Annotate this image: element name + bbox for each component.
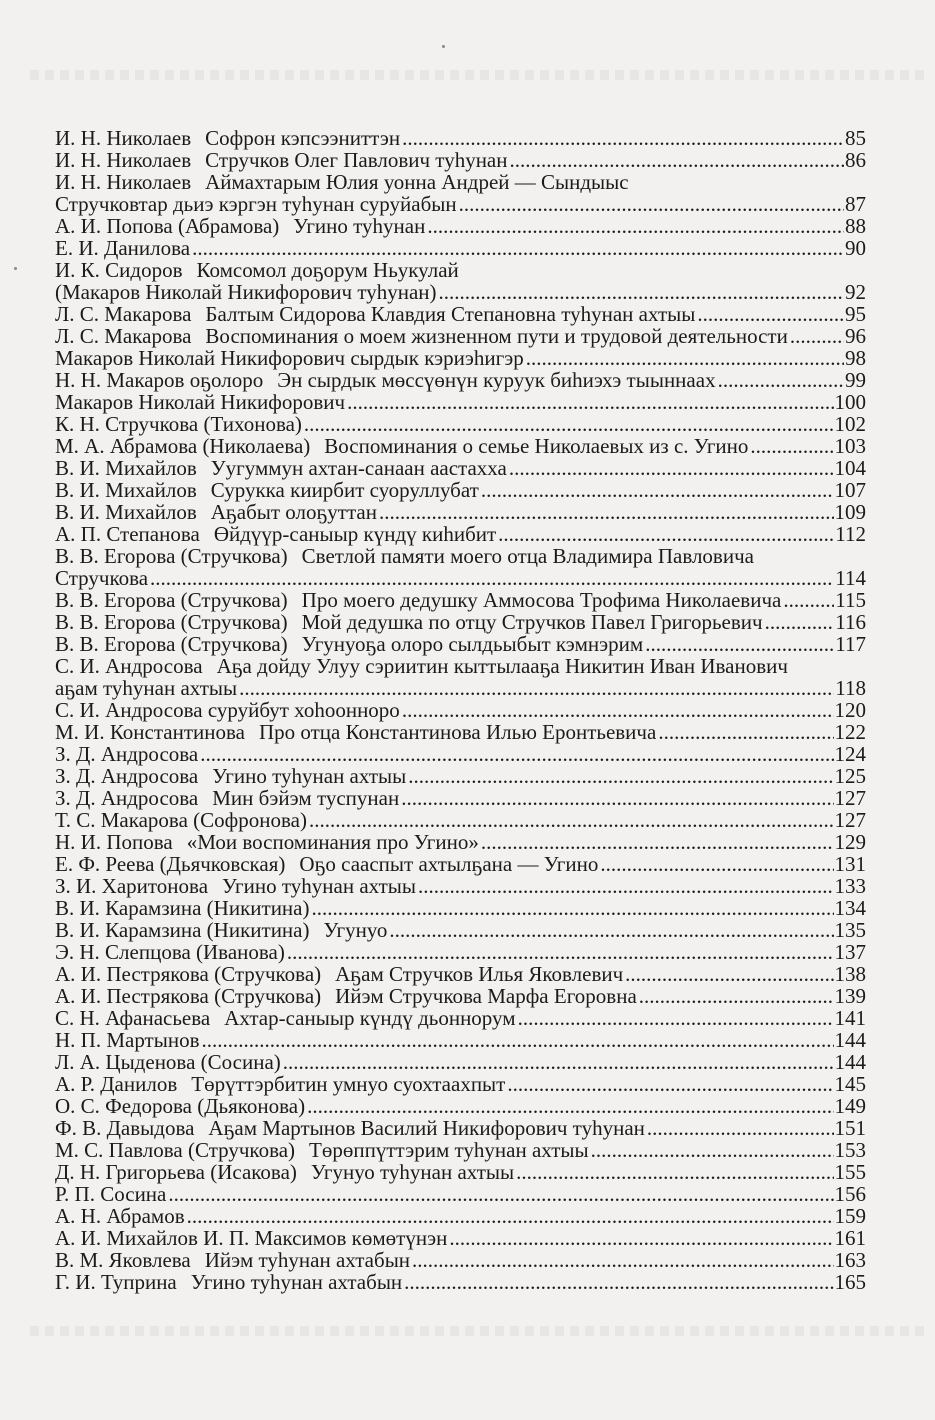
toc-entry [55, 523, 866, 545]
toc-line [55, 1073, 866, 1095]
entry-title: Угунуо [323, 918, 388, 942]
entry-author: Г. И. Туприна [55, 1270, 177, 1294]
toc-list [55, 127, 866, 1293]
dot-leader [765, 611, 835, 633]
dot-leader [287, 941, 834, 963]
toc-line [55, 523, 866, 545]
entry-author: С. И. Андросова [55, 654, 203, 678]
entry-author: И. К. Сидоров [55, 258, 183, 282]
page-number: 114 [835, 566, 866, 590]
entry-author: А. Р. Данилов [55, 1072, 178, 1096]
toc-entry [55, 721, 866, 743]
entry-title: «Мои воспоминания про Угино» [186, 830, 479, 854]
toc-entry [55, 853, 866, 875]
entry-title-continuation: Стручковтар дьиэ кэргэн туһунан суруйабын [55, 192, 457, 216]
dot-leader [200, 743, 833, 765]
toc-line [55, 787, 866, 809]
toc-entry [55, 633, 866, 655]
page-number: 165 [834, 1270, 866, 1294]
page-number: 98 [845, 346, 866, 370]
toc-line [55, 237, 866, 259]
toc-line [55, 677, 866, 699]
entry-author: И. Н. Николаев [55, 170, 192, 194]
toc-line [55, 369, 866, 391]
entry-author: Н. Н. Макаров оҕолоро [55, 368, 264, 392]
entry-title: Комсомол доҕорум Ньукулай [196, 258, 459, 282]
toc-line [55, 985, 866, 1007]
page-number: 118 [835, 676, 866, 700]
entry-author: В. В. Егорова (Стручкова) [55, 544, 288, 568]
page-number: 141 [834, 1006, 866, 1030]
toc-line [55, 567, 866, 589]
entry-author: З. Д. Андросова [55, 786, 199, 810]
page-number: 135 [834, 918, 866, 942]
toc-entry [55, 1249, 866, 1271]
dot-leader [516, 1161, 833, 1183]
page-number: 161 [834, 1226, 866, 1250]
entry-author: С. Н. Афанасьева [55, 1006, 211, 1030]
toc-line [55, 1227, 866, 1249]
dot-leader [408, 765, 833, 787]
page-number: 122 [834, 720, 866, 744]
entry-title: Төрүттэрбитин умнуо суохтаахпыт [191, 1072, 506, 1096]
toc-line [55, 809, 866, 831]
entry-author: А. П. Степанова [55, 522, 200, 546]
entry-author: И. Н. Николаев [55, 148, 192, 172]
entry-author: В. И. Карамзина (Никитина) [55, 918, 310, 942]
entry-title: Аймахтарым Юлия уонна Андрей — Сындыыс [205, 170, 629, 194]
entry-author: В. В. Егорова (Стручкова) [55, 632, 288, 656]
dot-leader [750, 435, 833, 457]
toc-entry [55, 325, 866, 347]
page-number: 92 [845, 280, 866, 304]
toc-entry [55, 743, 866, 765]
entry-title: Мой дедушка по отцу Стручков Павел Григорьевич [301, 610, 763, 634]
entry-author: В. И. Карамзина (Никитина) [55, 896, 310, 920]
toc-line [55, 1139, 866, 1161]
entry-author: Л. С. Макарова [55, 302, 192, 326]
entry-title: Аҕабыт олоҕуттан [210, 500, 377, 524]
dot-leader [309, 809, 834, 831]
toc-line [55, 1271, 866, 1293]
page-number: 156 [834, 1182, 866, 1206]
toc-entry [55, 1007, 866, 1029]
page-number: 102 [834, 412, 866, 436]
entry-title: Воспоминания о моем жизненном пути и трудовой деятельности [205, 324, 788, 348]
page-number: 85 [845, 126, 866, 150]
toc-line [55, 655, 866, 677]
dot-leader [307, 1095, 833, 1117]
entry-title: Мин бэйэм туспунан [212, 786, 400, 810]
toc-line [55, 215, 866, 237]
page-number: 134 [834, 896, 866, 920]
dot-leader [697, 303, 844, 325]
bleed-through-ornament-top [30, 70, 927, 80]
page-number: 87 [845, 192, 866, 216]
dot-leader [498, 523, 834, 545]
page-number: 163 [834, 1248, 866, 1272]
entry-title: Угунуо туһунан ахтыы [310, 1160, 515, 1184]
toc-line [55, 919, 866, 941]
toc-line [55, 413, 866, 435]
entry-author: А. И. Пестрякова (Стручкова) [55, 962, 322, 986]
entry-title: Уугуммун ахтан-санаан аастахха [210, 456, 507, 480]
entry-author: В. В. Егорова (Стручкова) [55, 610, 288, 634]
page-number: 120 [834, 698, 866, 722]
dot-leader [404, 1271, 833, 1293]
dot-leader [518, 1007, 834, 1029]
toc-line [55, 193, 866, 215]
entry-title: Угино туһунан ахтыы [212, 764, 407, 788]
entry-author: Е. Ф. Реева (Дьячковская) [55, 852, 286, 876]
page-number: 133 [834, 874, 866, 898]
toc-entry [55, 655, 866, 699]
toc-line [55, 831, 866, 853]
dot-leader [239, 677, 834, 699]
toc-line [55, 149, 866, 171]
toc-line [55, 457, 866, 479]
dot-leader [283, 1051, 834, 1073]
toc-line [55, 853, 866, 875]
page-number: 95 [845, 302, 866, 326]
dot-leader [311, 897, 833, 919]
toc-entry [55, 1095, 866, 1117]
toc-entry [55, 435, 866, 457]
page-number: 104 [834, 456, 866, 480]
entry-author: И. Н. Николаев [55, 126, 192, 150]
entry-author: М. С. Павлова (Стручкова) [55, 1138, 296, 1162]
entry-title: Угино туһунан [293, 214, 426, 238]
entry-author: В. М. Яковлева [55, 1248, 191, 1272]
toc-entry [55, 413, 866, 435]
page-number: 116 [835, 610, 866, 634]
entry-title: Угунуоҕа олоро сылдьыбыт кэмнэрим [301, 632, 644, 656]
toc-line [55, 127, 866, 149]
dot-leader [591, 1139, 834, 1161]
page-number: 144 [834, 1028, 866, 1052]
toc-line [55, 963, 866, 985]
page-number: 86 [845, 148, 866, 172]
toc-line [55, 699, 866, 721]
entry-author: В. И. Михайлов [55, 456, 197, 480]
entry-title: Балтым Сидорова Клавдия Степановна туһунан ахтыы [205, 302, 696, 326]
entry-author: К. Н. Стручкова (Тихонова) [55, 412, 302, 436]
dot-leader [202, 1029, 834, 1051]
toc-line [55, 875, 866, 897]
toc-entry [55, 699, 866, 721]
entry-author: В. И. Михайлов [55, 478, 197, 502]
toc-line [55, 1117, 866, 1139]
dot-leader [507, 1073, 833, 1095]
entry-author: А. И. Попова (Абрамова) [55, 214, 280, 238]
entry-title: Ийэм туһунан ахтабын [204, 1248, 411, 1272]
dot-leader [449, 1227, 833, 1249]
page-number: 129 [834, 830, 866, 854]
toc-entry [55, 1073, 866, 1095]
entry-title: Аҕам Стручков Илья Яковлевич [335, 962, 624, 986]
entry-title: Светлой памяти моего отца Владимира Павловича [301, 544, 754, 568]
toc-entry [55, 985, 866, 1007]
toc-entry [55, 1139, 866, 1161]
toc-line [55, 1029, 866, 1051]
entry-title: Эн сырдык мөссүөнүн куруук биһиэхэ тыыннаах [277, 368, 716, 392]
entry-text: Макаров Николай Никифорович сырдык кэриэһигэр [55, 346, 524, 370]
toc-entry [55, 127, 866, 149]
page-number: 137 [834, 940, 866, 964]
toc-entry [55, 237, 866, 259]
entry-title: Воспоминания о семье Николаевых из с. Угино [324, 434, 749, 458]
entry-author: О. С. Федорова (Дьяконова) [55, 1094, 306, 1118]
entry-author: М. И. Константинова [55, 720, 245, 744]
toc-entry [55, 831, 866, 853]
toc-entry [55, 1183, 866, 1205]
page-number: 155 [834, 1160, 866, 1184]
toc-line [55, 941, 866, 963]
dot-leader [402, 699, 834, 721]
toc-entry [55, 149, 866, 171]
page-number: 90 [845, 236, 866, 260]
page-number: 124 [834, 742, 866, 766]
entry-text: С. И. Андросова суруйбут хоһоонноро [55, 698, 400, 722]
toc-entry [55, 259, 866, 303]
page-number: 99 [845, 368, 866, 392]
dot-leader [783, 589, 834, 611]
page-number: 109 [834, 500, 866, 524]
toc-entry [55, 1271, 866, 1293]
entry-title-continuation: Стручкова [55, 566, 149, 590]
entry-author: М. А. Абрамова (Николаева) [55, 434, 311, 458]
dot-leader [150, 567, 834, 589]
entry-author: З. Д. Андросова [55, 742, 199, 766]
toc-entry [55, 1205, 866, 1227]
entry-author: В. И. Михайлов [55, 500, 197, 524]
page-number: 117 [835, 632, 866, 656]
bleed-through-ornament-bottom [30, 1326, 927, 1336]
dot-leader [168, 1183, 833, 1205]
toc-line [55, 1051, 866, 1073]
toc-line [55, 721, 866, 743]
dot-leader [647, 1117, 834, 1139]
toc-entry [55, 1227, 866, 1249]
page-number: 127 [834, 786, 866, 810]
toc-line [55, 1161, 866, 1183]
dot-leader [304, 413, 834, 435]
entry-author: В. В. Егорова (Стручкова) [55, 588, 288, 612]
dot-leader [509, 457, 834, 479]
entry-author: З. И. Харитонова [55, 874, 209, 898]
entry-author: Л. С. Макарова [55, 324, 192, 348]
dot-leader [526, 347, 844, 369]
entry-title-continuation: (Макаров Николай Никифорович туһунан) [55, 280, 437, 304]
toc-entry [55, 589, 866, 611]
dot-leader [481, 479, 834, 501]
entry-title: Софрон кэпсээниттэн [205, 126, 401, 150]
toc-entry [55, 787, 866, 809]
toc-entry [55, 391, 866, 413]
page-number: 88 [845, 214, 866, 238]
toc-entry [55, 1029, 866, 1051]
page-number: 151 [834, 1116, 866, 1140]
toc-line [55, 1183, 866, 1205]
toc-line [55, 589, 866, 611]
toc-entry [55, 941, 866, 963]
dot-leader [418, 875, 833, 897]
toc-line [55, 171, 866, 193]
entry-author: З. Д. Андросова [55, 764, 199, 788]
dot-leader [427, 215, 844, 237]
toc-line [55, 1249, 866, 1271]
toc-entry [55, 303, 866, 325]
dot-leader [187, 1205, 834, 1227]
entry-title: Ийэм Стручкова Марфа Егоровна [335, 984, 637, 1008]
page-number: 153 [834, 1138, 866, 1162]
dot-leader [389, 919, 833, 941]
dot-leader [459, 193, 844, 215]
toc-entry [55, 501, 866, 523]
dot-leader [639, 985, 834, 1007]
page-number: 159 [834, 1204, 866, 1228]
page-number: 139 [834, 984, 866, 1008]
entry-author: А. Н. Абрамов [55, 1204, 185, 1228]
page-number: 125 [834, 764, 866, 788]
toc-line [55, 897, 866, 919]
entry-text: А. И. Михайлов И. П. Максимов көмөтүнэн [55, 1226, 448, 1250]
toc-line [55, 479, 866, 501]
entry-author: А. И. Пестрякова (Стручкова) [55, 984, 322, 1008]
entry-author: Т. С. Макарова (Софронова) [55, 808, 307, 832]
toc-entry [55, 347, 866, 369]
toc-line [55, 765, 866, 787]
page-number: 112 [835, 522, 866, 546]
toc-entry [55, 1161, 866, 1183]
toc-line [55, 1007, 866, 1029]
entry-author: Д. Н. Григорьева (Исакова) [55, 1160, 297, 1184]
page-number: 107 [834, 478, 866, 502]
entry-title: Стручков Олег Павлович туһунан [205, 148, 508, 172]
page-number: 96 [845, 324, 866, 348]
entry-title-continuation: аҕам туһунан ахтыы [55, 676, 238, 700]
page-number: 144 [834, 1050, 866, 1074]
toc-line [55, 611, 866, 633]
entry-title: Аҕа дойду Улуу сэриитин кыттылааҕа Никитин Иван Иванович [216, 654, 788, 678]
page-number: 127 [834, 808, 866, 832]
entry-title: Ахтар-саныыр күндү дьоннорум [224, 1006, 516, 1030]
scan-speck [442, 45, 445, 48]
dot-leader [510, 149, 845, 171]
entry-author: Ф. В. Давыдова [55, 1116, 195, 1140]
toc-entry [55, 479, 866, 501]
dot-leader [481, 831, 834, 853]
toc-entry [55, 611, 866, 633]
toc-line [55, 391, 866, 413]
dot-leader [439, 281, 844, 303]
toc-line [55, 501, 866, 523]
dot-leader [600, 853, 833, 875]
dot-leader [401, 787, 833, 809]
toc-entry [55, 545, 866, 589]
page-number: 103 [834, 434, 866, 458]
toc-entry [55, 897, 866, 919]
dot-leader [402, 127, 844, 149]
entry-author: Н. П. Мартынов [55, 1028, 200, 1052]
dot-leader [412, 1249, 833, 1271]
toc-entry [55, 171, 866, 215]
dot-leader [625, 963, 833, 985]
toc-line [55, 259, 866, 281]
dot-leader [658, 721, 833, 743]
entry-author: Р. П. Сосина [55, 1182, 167, 1206]
toc-entry [55, 215, 866, 237]
toc-entry [55, 875, 866, 897]
entry-author: Е. И. Данилова [55, 236, 191, 260]
page-number: 100 [834, 390, 866, 414]
page-number: 145 [834, 1072, 866, 1096]
entry-text: Макаров Николай Никифорович [55, 390, 346, 414]
toc-line [55, 633, 866, 655]
dot-leader [347, 391, 833, 413]
toc-line [55, 1095, 866, 1117]
toc-line [55, 1205, 866, 1227]
page-number: 138 [834, 962, 866, 986]
entry-author: Э. Н. Слепцова (Иванова) [55, 940, 285, 964]
entry-title: Угино туһунан ахтабын [190, 1270, 403, 1294]
toc-line [55, 325, 866, 347]
toc-entry [55, 1117, 866, 1139]
toc-entry [55, 765, 866, 787]
dot-leader [379, 501, 834, 523]
entry-title: Сурукка киирбит суоруллубат [210, 478, 479, 502]
dot-leader [718, 369, 844, 391]
toc-line [55, 435, 866, 457]
entry-title: Про моего дедушку Аммосова Трофима Николаевича [301, 588, 782, 612]
toc-entry [55, 1051, 866, 1073]
entry-title: Оҕо сааспыт ахтылҕана — Угино [299, 852, 599, 876]
dot-leader [790, 325, 844, 347]
page-number: 131 [834, 852, 866, 876]
page-number: 115 [835, 588, 866, 612]
scan-speck [14, 267, 17, 270]
toc-line [55, 743, 866, 765]
dot-leader [645, 633, 834, 655]
toc-line [55, 303, 866, 325]
toc-line [55, 347, 866, 369]
dot-leader [192, 237, 844, 259]
entry-title: Аҕам Мартынов Василий Никифорович туһунан [208, 1116, 645, 1140]
toc-line [55, 281, 866, 303]
entry-author: Н. И. Попова [55, 830, 173, 854]
toc-line [55, 545, 866, 567]
entry-title: Төрөппүттэрим туһунан ахтыы [309, 1138, 589, 1162]
toc-entry [55, 963, 866, 985]
toc-entry [55, 369, 866, 391]
toc-entry [55, 457, 866, 479]
entry-author: Л. А. Цыденова (Сосина) [55, 1050, 281, 1074]
page-number: 149 [834, 1094, 866, 1118]
entry-title: Про отца Константинова Илью Еронтьевича [258, 720, 657, 744]
toc-entry [55, 919, 866, 941]
entry-title: Угино туһунан ахтыы [222, 874, 417, 898]
toc-entry [55, 809, 866, 831]
entry-title: Өйдүүр-саныыр күндү киһибит [213, 522, 497, 546]
